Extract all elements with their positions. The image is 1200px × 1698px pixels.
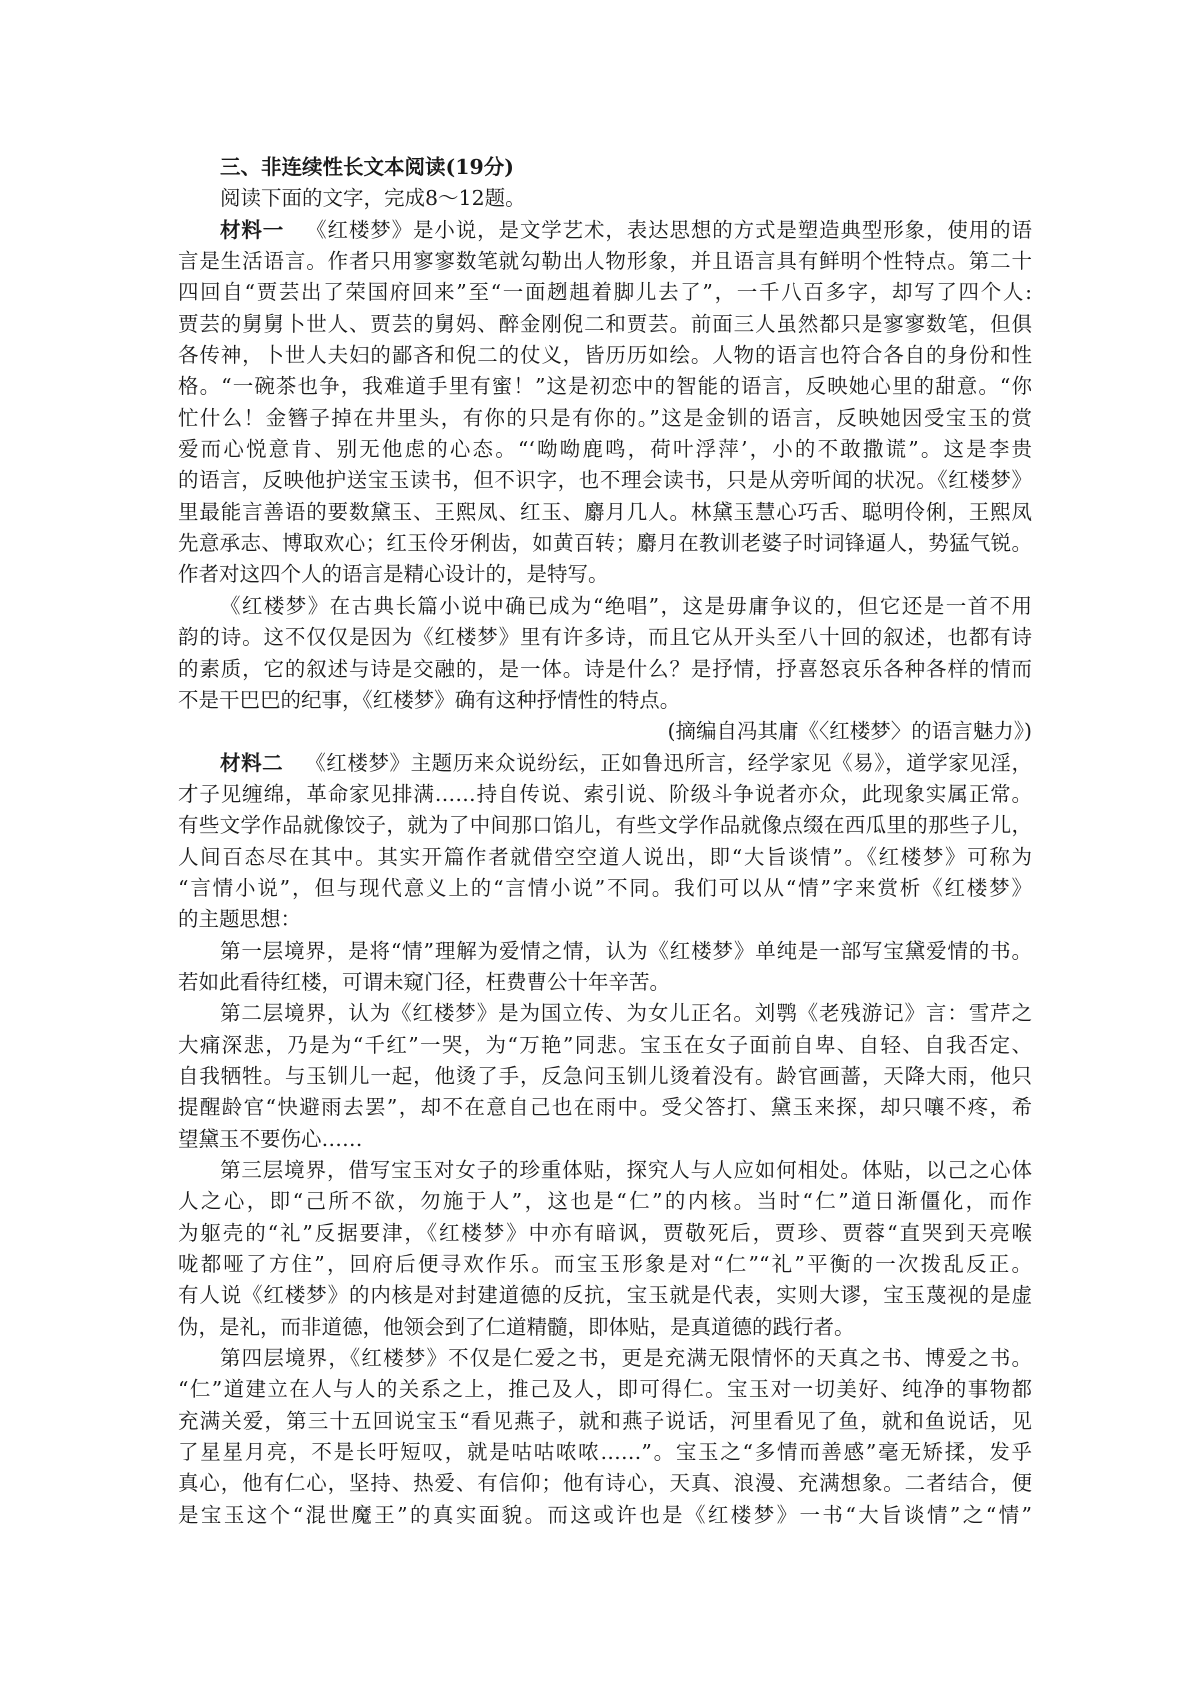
text-line: 《红楼梦》主题历来众说纷纭，正如鲁迅所言，经学家见《易》，道学家见淫， bbox=[305, 750, 1033, 775]
text-line: 若如此看待红楼，可谓未窥门径，枉费曹公十年辛苦。 bbox=[178, 969, 670, 994]
text-line: “言情小说”，但与现代意义上的“言情小说”不同。我们可以从“情”字来赏析《红楼梦》 bbox=[178, 875, 1032, 900]
text-line: 第三层境界，借写宝玉对女子的珍重体贴，探究人与人应如何相处。体贴，以己之心体 bbox=[220, 1158, 1032, 1182]
text-line: 第二层境界，认为《红楼梦》是为国立传、为女儿正名。刘鹗《老残游记》言：雪芹之 bbox=[220, 1001, 1032, 1026]
text-line: 是宝玉这个“混世魔王”的真实面貌。而这或许也是《红楼梦》一书“大旨谈情”之“情” bbox=[178, 1502, 1032, 1527]
text-line: 的主题思想： bbox=[178, 907, 301, 932]
material2-paragraph-1 bbox=[178, 748, 1032, 936]
text-line: 提醒龄官“快避雨去罢”，却不在意自己也在雨中。受父答打、黛玉来探，却只嚷不疼，希 bbox=[178, 1095, 1032, 1120]
section-title: 三、非连续性长文本阅读(19分) bbox=[220, 155, 514, 179]
text-line: “仁”道建立在人与人的关系之上，推己及人，即可得仁。宝玉对一切美好、纯净的事物都 bbox=[178, 1377, 1032, 1402]
text-line: 爱而心悦意肯、别无他虑的心态。“‘呦呦鹿鸣，荷叶浮萍’，小的不敢撒谎”。这是李贵 bbox=[178, 437, 1032, 462]
material1-first-line bbox=[178, 215, 1032, 246]
text-line: 自我牺牲。与玉钏儿一起，他烫了手，反急问玉钏儿烫着没有。龄官画蔷，天降大雨，他只 bbox=[178, 1063, 1032, 1088]
material2-paragraph-2 bbox=[178, 936, 1032, 999]
text-line: 四回自“贾芸出了荣国府回来”至“一面趔趄着脚儿去了”，一千八百多字，却写了四个人: bbox=[178, 280, 1032, 305]
text-line: 贾芸的舅舅卜世人、贾芸的舅妈、醉金刚倪二和贾芸。前面三人虽然都只是寥寥数笔，但俱 bbox=[178, 311, 1032, 336]
text-line: 人间百态尽在其中。其实开篇作者就借空空道人说出，即“大旨谈情”。《红楼梦》可称为 bbox=[178, 844, 1032, 869]
text-line: 人之心，即“己所不欲，勿施于人”，这也是“仁”的内核。当时“仁”道日渐僵化，而作 bbox=[178, 1189, 1032, 1214]
text-line: 《红楼梦》在古典长篇小说中确已成为“绝唱”，这是毋庸争议的，但它还是一首不用 bbox=[220, 593, 1032, 618]
material2-paragraph-3 bbox=[178, 998, 1032, 1155]
text-line: 有人说《红楼梦》的内核是对封建道德的反抗，宝玉就是代表，实则大谬，宝玉蔑视的是虚 bbox=[178, 1283, 1032, 1308]
text-line: 的语言，反映他护送宝玉读书，但不识字，也不理会读书，只是从旁听闻的状况。《红楼梦》 bbox=[178, 468, 1032, 493]
text-line: 咙都哑了方住”，回府后便寻欢作乐。而宝玉形象是对“仁”“礼”平衡的一次拨乱反正。 bbox=[178, 1252, 1032, 1277]
text-line: 第四层境界，《红楼梦》不仅是仁爱之书，更是充满无限情怀的天真之书、博爱之书。 bbox=[220, 1346, 1032, 1371]
material2-paragraph-5 bbox=[178, 1343, 1032, 1531]
material2-first-line bbox=[178, 748, 1032, 779]
text-line: 格。“一碗茶也争，我难道手里有蜜！”这是初恋中的智能的语言，反映她心里的甜意。“你 bbox=[178, 374, 1032, 399]
material1-paragraph-1 bbox=[178, 215, 1032, 591]
text-line: 里最能言善语的要数黛玉、王熙凤、红玉、麝月几人。林黛玉慧心巧舌、聪明伶俐，王熙凤 bbox=[178, 499, 1032, 524]
material2-paragraph-4 bbox=[178, 1155, 1032, 1343]
text-line: 为躯壳的“礼”反据要津，《红楼梦》中亦有暗讽，贾敬死后，贾珍、贾蓉“直哭到天亮喉 bbox=[178, 1220, 1032, 1245]
text-line: 第一层境界，是将“情”理解为爱情之情，认为《红楼梦》单纯是一部写宝黛爱情的书。 bbox=[220, 938, 1032, 963]
text-line: 先意承志、博取欢心；红玉伶牙俐齿，如黄百转；麝月在教训老婆子时词锋逼人，势猛气锐。 bbox=[178, 531, 1032, 556]
text-line: 的素质，它的叙述与诗是交融的，是一体。诗是什么？是抒情，抒喜怒哀乐各种各样的情而 bbox=[178, 656, 1032, 681]
text-line: 作者对这四个人的语言是精心设计的，是特写。 bbox=[178, 562, 609, 587]
text-line: 望黛玉不要伤心…… bbox=[178, 1126, 363, 1151]
instruction-text: 阅读下面的文字，完成8～12题。 bbox=[220, 186, 526, 211]
text-line: 伪，是礼，而非道德，他领会到了仁道精髓，即体贴，是真道德的践行者。 bbox=[178, 1314, 855, 1339]
text-line: 言是生活语言。作者只用寥寥数笔就勾勒出人物形象，并且语言具有鲜明个性特点。第二十 bbox=[178, 249, 1032, 274]
text-line: 韵的诗。这不仅仅是因为《红楼梦》里有许多诗，而且它从开头至八十回的叙述，也都有诗 bbox=[178, 625, 1032, 650]
text-line: 才子见缠绵，革命家见排满……持自传说、索引说、阶级斗争说者亦众，此现象实属正常。 bbox=[178, 781, 1032, 806]
text-line: 各传神，卜世人夫妇的鄙吝和倪二的仗义，皆历历如绘。人物的语言也符合各自的身份和性 bbox=[178, 343, 1032, 368]
text-line: 真心，他有仁心，坚持、热爱、有信仰；他有诗心，天真、浪漫、充满想象。二者结合，便 bbox=[178, 1471, 1032, 1496]
text-line: 《红楼梦》是小说，是文学艺术，表达思想的方式是塑造典型形象，使用的语 bbox=[306, 217, 1032, 242]
text-line: 忙什么！金簪子掉在井里头，有你的只是有你的。”这是金钏的语言，反映她因受宝玉的赏 bbox=[178, 405, 1032, 430]
text-line: 有些文学作品就像饺子，就为了中间那口馅儿，有些文学作品就像点缀在西瓜里的那些子儿， bbox=[178, 813, 1032, 838]
material1-source: (摘编自冯其庸《〈红楼梦〉的语言魅力》) bbox=[667, 719, 1032, 744]
material1-paragraph-2 bbox=[178, 591, 1032, 716]
text-line: 了星星月亮，不是长吁短叹，就是咕咕哝哝……”。宝玉之“多情而善感”毫无矫揉，发乎 bbox=[178, 1440, 1032, 1465]
text-line: 不是干巴巴的纪事，《红楼梦》确有这种抒情性的特点。 bbox=[178, 687, 681, 712]
material1-label: 材料一 bbox=[220, 217, 285, 242]
text-line: 大痛深悲，乃是为“千红”一哭，为“万艳”同悲。宝玉在女子面前自卑、自轻、自我否定、 bbox=[178, 1032, 1032, 1057]
reading-passage bbox=[178, 152, 1032, 1531]
text-line: 充满关爱，第三十五回说宝玉“看见燕子，就和燕子说话，河里看见了鱼，就和鱼说话，见 bbox=[178, 1408, 1032, 1433]
material2-label: 材料二 bbox=[220, 750, 284, 775]
